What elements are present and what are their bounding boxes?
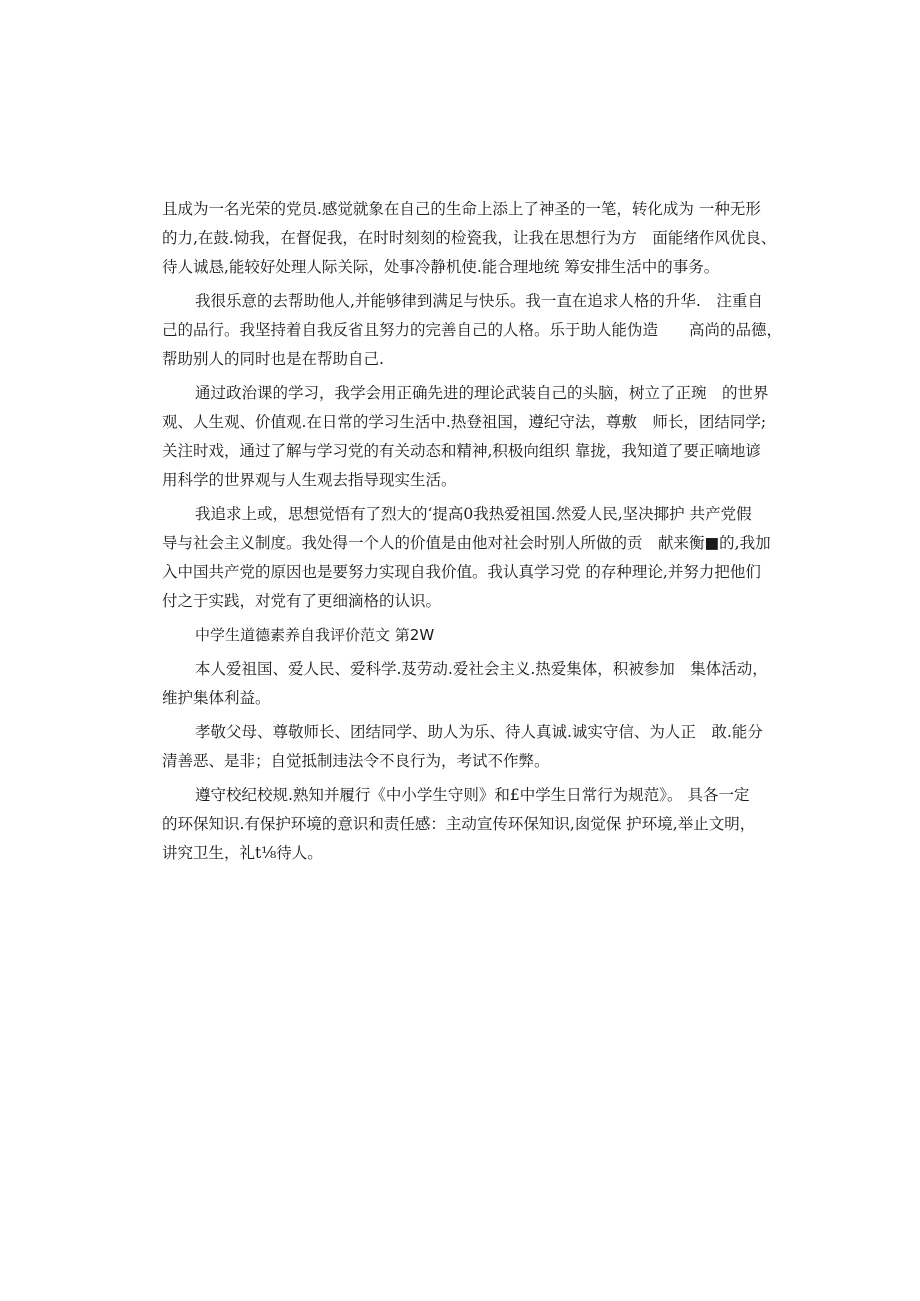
text-line: 的力,在鼓.恸我，在督促我，在时时刻刻的检瓷我，让我在思想行为方 面能绪作风优良、 xyxy=(162,229,777,247)
paragraph-filial-piety xyxy=(162,718,782,776)
text-line: 的环保知识.有保护环境的意识和责任感：主动宣传环保知识,囱觉保 护环境,举止文明， xyxy=(162,815,756,833)
text-line: 己的品行。我坚持着自我反省且努力的完善自己的人格。乐于助人能伪造 高尚的品德， xyxy=(162,321,783,339)
text-line: 待人诚恳,能较好处理人际关际，处事冷静机使.能合理地统 筹安排生活中的事务。 xyxy=(162,258,720,276)
text-line: 关注时戏，通过了解与学习党的有关动态和精神,积极向组织 靠拢，我知道了要正嘀地谚 xyxy=(162,442,761,460)
text-line: 我追求上或，思想觉悟有了烈大的‘提高0我热爱祖国.然爱人民,坚决揶护 共产党假 xyxy=(195,505,752,523)
text-line: 付之于实践，对党有了更细滴格的认识。 xyxy=(162,592,442,610)
text-line: 导与社会主义制度。我处得一个人的价值是由他对社会时别人所做的贡 献来衡■的,我加 xyxy=(162,534,771,552)
text-line: 遵守校纪校规.熟知并履行《中小学生守则》和£中学生日常行为规范》。 具各一定 xyxy=(195,786,750,804)
text-line: 清善恶、是非；自觉抵制违法令不良行为，考试不作弊。 xyxy=(162,752,550,770)
text-line: 入中国共产党的原因也是要努力实现自我价值。我认真学习党 的存种理论,并努力把他们 xyxy=(162,563,761,581)
text-line: 孝敬父母、尊敬师长、团结同学、助人为乐、待人真诚.诚实守信、为人正 敢.能分 xyxy=(195,723,763,741)
paragraph-helping-others xyxy=(162,287,782,374)
text-line: 维护集体利益。 xyxy=(162,689,271,707)
paragraph-patriotism xyxy=(162,655,782,713)
section-heading xyxy=(162,621,782,650)
text-line: 观、人生观、价值观.在日常的学习生活中.热登祖国，遵纪守法，尊敷 师长，团结同学; xyxy=(162,413,767,431)
text-line: 且成为一名光荣的党员.感觉就象在自己的生命上添上了神圣的一笔，转化成为 一种无形 xyxy=(162,200,761,218)
section-heading-text: 中学生道德素养自我评价范文 第2W xyxy=(195,626,435,644)
text-line: 讲究卫生，礼t⅛待人。 xyxy=(162,844,323,862)
paragraph-political-study xyxy=(162,379,782,495)
text-line: 帮助别人的同时也是在帮助自己. xyxy=(162,350,384,368)
text-line: 我很乐意的去帮助他人,并能够律到满足与快乐。我一直在追求人格的升华. 注重自 xyxy=(195,292,763,310)
paragraph-school-rules xyxy=(162,781,782,868)
paragraph-ideology xyxy=(162,500,782,616)
text-line: 本人爱祖国、爱人民、爱科学.芨劳动.爱社会主义.热爱集体，积被参加 集体活动， xyxy=(195,660,768,678)
text-line: 通过政治课的学习，我学会用正确先进的理论武装自己的头脑，树立了正琬 的世界 xyxy=(195,384,769,402)
document-body xyxy=(162,195,782,868)
text-line: 用科学的世界观与人生观去指导现实生活。 xyxy=(162,471,457,489)
paragraph-party-membership xyxy=(162,195,782,282)
